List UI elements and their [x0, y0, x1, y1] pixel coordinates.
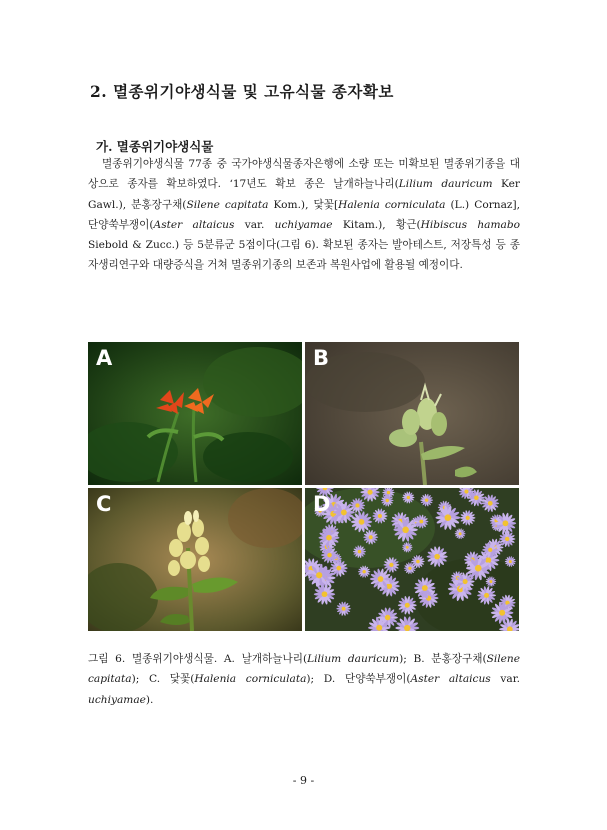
photo-panel-d	[305, 488, 519, 631]
figure-caption	[88, 649, 520, 710]
photo-panel-b	[305, 342, 519, 485]
paragraph-run: (L.) Cornaz], 단양쑥부쟁이(	[88, 198, 521, 231]
caption-run: ); D. 단양쑥부쟁이(	[306, 673, 411, 686]
photo-panel-c	[88, 488, 302, 631]
silene-photo	[305, 342, 519, 485]
caption-run: ); C. 닻꽃(	[131, 673, 195, 686]
panel-label-d: D	[313, 492, 331, 516]
paragraph-run: Lilium dauricum	[398, 178, 493, 191]
caption-run: ).	[145, 693, 154, 706]
caption-run: uchiyamae	[88, 693, 146, 706]
paragraph-run: 멸종위기야생식물 77종 중 국가야생식물종자은행에 소량 또는 미확보된 멸종위기종을 대상으로 종자를 확보하였다. ‘17년도 확보 종은 날개하늘나리(	[88, 158, 520, 191]
paragraph-run: Kom.), 닻꽃[	[268, 198, 339, 211]
halenia-photo	[88, 488, 302, 631]
caption-run: Halenia corniculata	[194, 673, 307, 686]
paragraph-run: Halenia corniculata	[338, 198, 446, 211]
page-number: - 9 -	[292, 774, 315, 787]
photo-panel-a	[88, 342, 302, 485]
panel-label-a: A	[96, 346, 113, 370]
caption-run: 그림 6. 멸종위기야생식물. A. 날개하늘나리(	[88, 653, 308, 665]
caption-run: Silene capitata	[88, 653, 521, 686]
caption-run: Aster altaicus	[410, 673, 491, 686]
paragraph-run: Ker Gawl.), 분홍장구채(	[88, 178, 520, 211]
caption-run: var.	[490, 673, 520, 686]
caption-run: ); B. 분홍장구채(	[399, 653, 487, 665]
body-paragraph	[88, 154, 520, 276]
caption-run: Lilium dauricum	[307, 653, 400, 665]
panel-label-c: C	[96, 492, 112, 516]
paragraph-run: var.	[234, 218, 275, 231]
panel-label-b: B	[313, 346, 330, 370]
paragraph-run: Aster altaicus	[153, 218, 235, 231]
paragraph-run: Hibiscus hamabo	[420, 218, 521, 231]
paragraph-run: Kitam.), 황근(	[332, 218, 421, 231]
paragraph-run: Siebold & Zucc.) 등 5분류군 5점이다(그림 6). 확보된 종자는 발아테스트, 저장특성 등 종자생리연구와 대량증식을 거쳐 멸종위기종의 보존과 복원사업에 활용될 예정이다.	[88, 239, 520, 272]
paragraph-run: Silene capitata	[186, 198, 269, 211]
paragraph-run: uchiyamae	[274, 218, 333, 231]
subsection-title: 가. 멸종위기야생식물	[96, 139, 214, 154]
section-title: 2. 멸종위기야생식물 및 고유식물 종자확보	[90, 82, 394, 101]
aster-photo	[305, 488, 519, 631]
figure-6	[88, 342, 520, 631]
lily-photo	[88, 342, 302, 485]
